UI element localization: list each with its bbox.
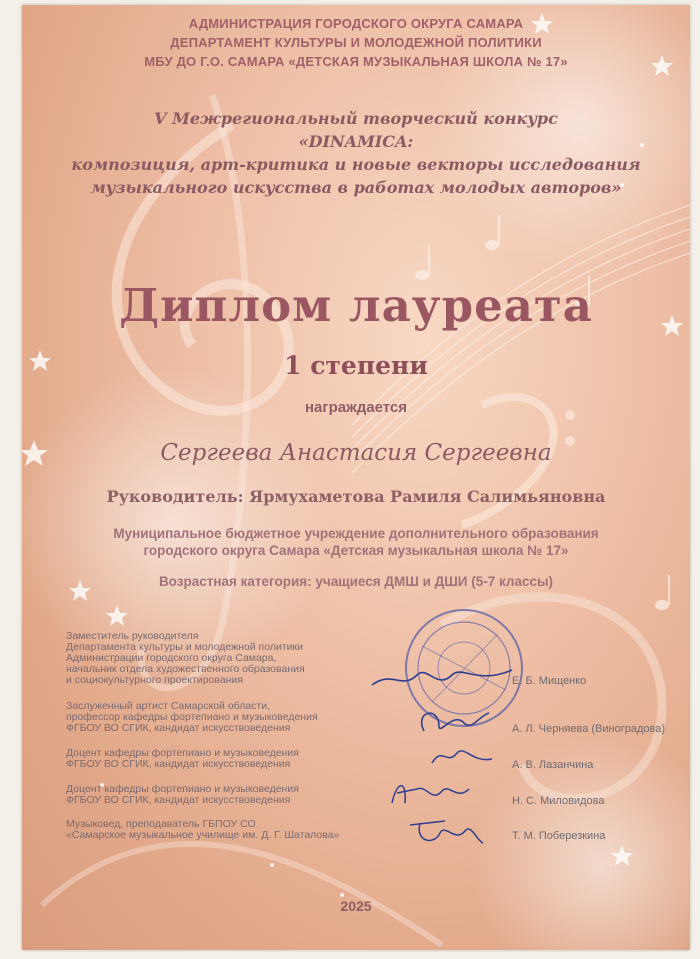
diploma-degree: 1 степени [284,351,428,380]
recipient-name: Сергеева Анастасия Сергеевна [160,440,552,466]
signatory-role-line: Администрации городского округа Самара, [66,652,277,664]
signatory-name: А. Л. Черняева (Виноградова) [512,723,666,735]
signatory-role-line: Доцент кафедры фортепиано и музыковедения [66,783,299,795]
signatory-role-line: профессор кафедры фортепиано и музыковедения [66,711,318,723]
signature [387,775,472,811]
signatory-name: А. В. Лазанчина [512,759,594,771]
signatory-role-line: ФГБОУ ВО СГИК, кандидат искусствоведения [66,722,291,734]
signatory-role-line: Музыковед, преподаватель ГБПОУ СО [66,818,256,830]
signatory-role-line: Департамента культуры и молодежной политики [66,641,303,653]
signatory-name: Н. С. Миловидова [512,795,605,807]
signature [414,701,494,741]
contest-title-line4: музыкального искусства в работах молодых авторов» [90,178,622,197]
diploma-sheet [22,5,690,950]
institution-line2: городского округа Самара «Детская музыкальная школа № 17» [143,543,569,558]
signature [427,741,497,771]
institution-line1: Муниципальное бюджетное учреждение дополнительного образования [113,526,599,541]
signatory-role-line: ФГБОУ ВО СГИК, кандидат искусствоведения [66,758,291,770]
signatory-role-line: и социокультурного проектирования [66,674,244,686]
header-school: МБУ ДО Г.О. САМАРА «ДЕТСКАЯ МУЗЫКАЛЬНАЯ ШКОЛА № 17» [144,54,568,69]
contest-title-line3: композиция, арт-критика и новые векторы исследования [71,155,641,174]
signatory-role-line: начальник отдела художественного образования [66,663,305,675]
diploma-title: Диплом лауреата [119,279,593,332]
contest-title-line2: «DINAMICA: [298,132,414,151]
signatory-name: Е. Б. Мищенко [512,675,587,687]
header-administration: АДМИНИСТРАЦИЯ ГОРОДСКОГО ОКРУГА САМАРА [188,16,524,31]
header-department: ДЕПАРТАМЕНТ КУЛЬТУРЫ И МОЛОДЕЖНОЙ ПОЛИТИКИ [170,35,542,50]
signatory-name: Т. М. Поберезкина [512,830,606,842]
signature [405,813,485,851]
signatory-role-line: Заслуженный артист Самарской области, [66,700,271,712]
signatory-role-line: ФГБОУ ВО СГИК, кандидат искусствоведения [66,794,291,806]
signatory-role-line: «Самарское музыкальное училище им. Д. Г. Шаталова» [66,829,340,841]
age-category: Возрастная категория: учащиеся ДМШ и ДШИ (5-7 классы) [158,574,554,589]
signature [367,645,517,705]
awarded-label: награждается [304,399,408,416]
contest-title-line1: V Межрегиональный творческий конкурс [154,109,558,128]
mentor-name: Руководитель: Ярмухаметова Рамиля Салимьяновна [106,487,606,506]
year: 2025 [340,898,372,914]
signatory-role-line: Заместитель руководителя [66,630,199,642]
signatory-role-line: Доцент кафедры фортепиано и музыковедения [66,747,299,759]
